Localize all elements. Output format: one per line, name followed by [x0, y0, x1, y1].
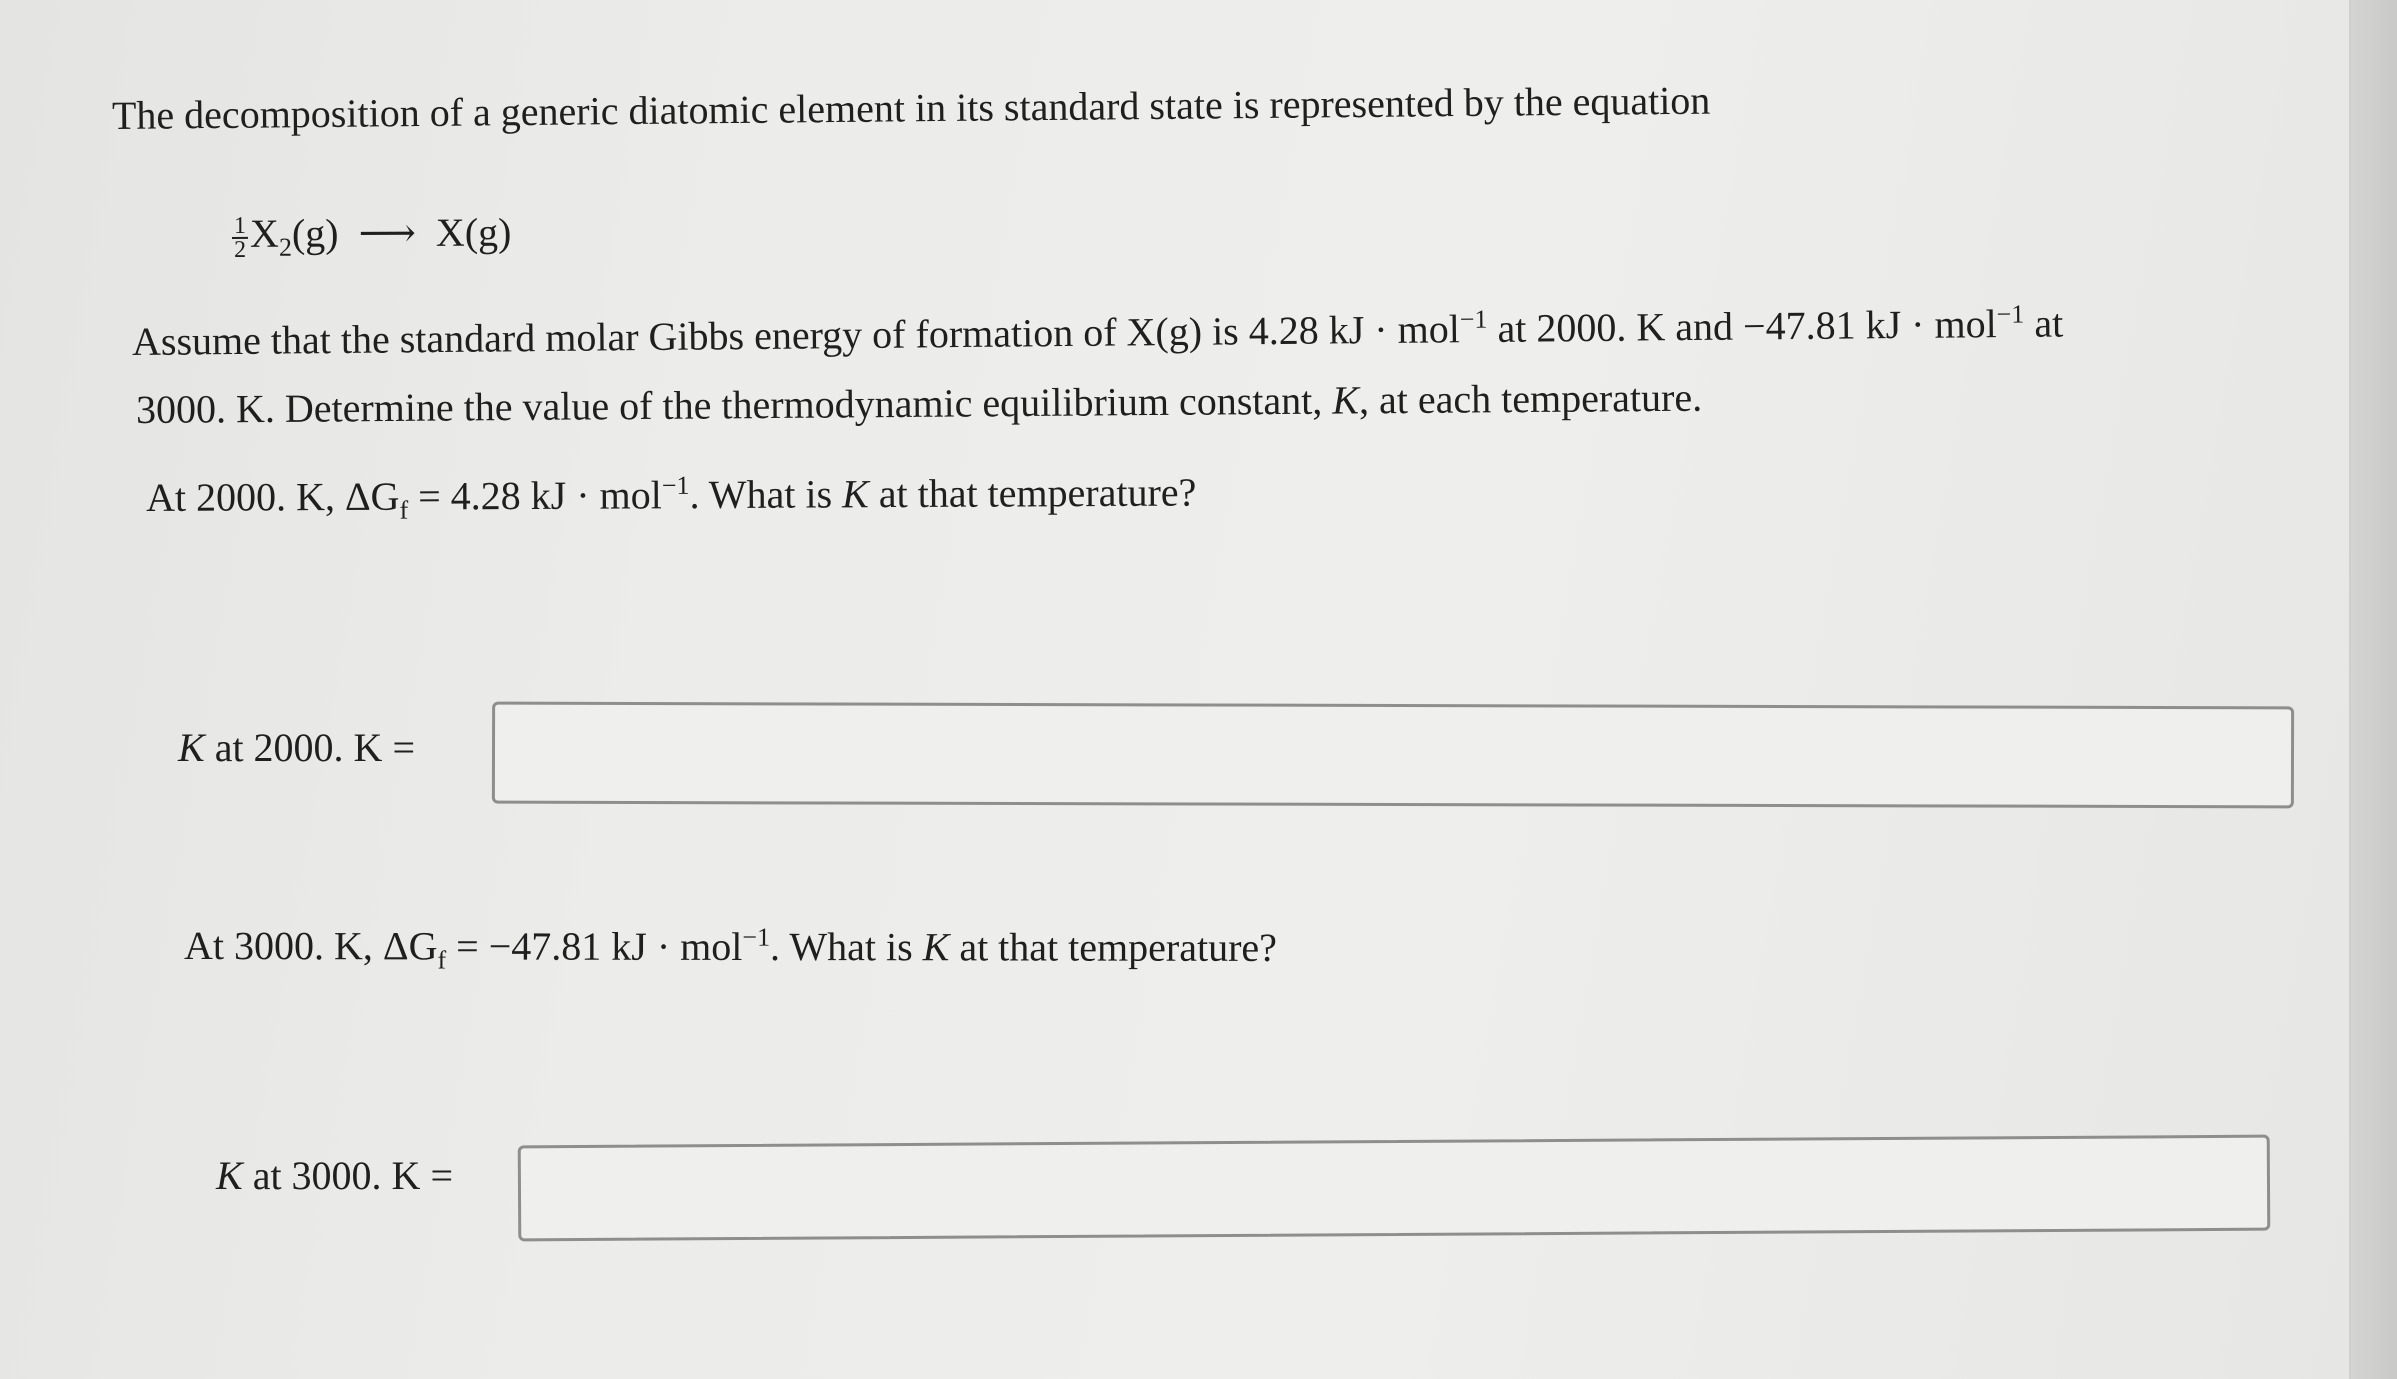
q1-exponent: −1: [661, 470, 690, 500]
k-2000-input[interactable]: [492, 702, 2294, 809]
q2-text-c: . What is: [770, 924, 923, 970]
q1-text-c: . What is: [689, 471, 843, 518]
question-3000k: [183, 922, 1277, 975]
a2-label-text: at 3000. K =: [242, 1153, 453, 1198]
reactant-state: (g): [291, 210, 339, 256]
exponent-2: −1: [1996, 299, 2025, 329]
q1-text-a: At 2000. K, ΔG: [145, 473, 400, 520]
q2-k-symbol: K: [922, 924, 950, 970]
k-3000-input[interactable]: [518, 1135, 2271, 1242]
assumption-text-b: at 2000. K and −47.81 kJ · mol: [1487, 301, 1997, 351]
q1-k-symbol: K: [841, 471, 869, 517]
q2-subscript: f: [437, 945, 447, 975]
reactant-subscript: 2: [278, 232, 293, 262]
fraction-numerator: 1: [233, 212, 247, 239]
a1-k-symbol: K: [178, 725, 205, 770]
screen-bezel-edge: [2349, 0, 2397, 1379]
q1-text-d: at that temperature?: [868, 469, 1197, 517]
intro-text: The decomposition of a generic diatomic element in its standard state is represented by the equation: [111, 77, 1711, 138]
k-symbol: K: [1332, 377, 1360, 423]
a2-k-symbol: K: [216, 1153, 243, 1198]
q2-exponent: −1: [742, 922, 771, 952]
a1-label-text: at 2000. K =: [204, 725, 415, 770]
answer-label-2000k: [178, 724, 415, 772]
answer-label-3000k: [216, 1152, 453, 1200]
assumption-text-c: at: [2024, 300, 2064, 346]
q2-text-d: at that temperature?: [949, 924, 1277, 970]
assumption-line-2: [136, 374, 1703, 434]
product: X(g): [435, 209, 512, 255]
one-half-fraction: [232, 212, 248, 263]
q2-text-b: = −47.81 kJ · mol: [446, 923, 743, 969]
assumption-line-1: [132, 299, 2064, 366]
assumption-text-a: Assume that the standard molar Gibbs energy of formation of X(g) is 4.28 kJ · mol: [131, 306, 1461, 364]
q2-text-a: At 3000. K, ΔG: [183, 923, 438, 969]
fraction-denominator: 2: [234, 236, 247, 263]
reaction-arrow: ⟶: [358, 210, 416, 256]
assumption-text-d: 3000. K. Determine the value of the thermodynamic equilibrium constant,: [135, 377, 1333, 432]
exponent-1: −1: [1459, 304, 1488, 334]
assumption-text-e: , at each temperature.: [1358, 374, 1703, 423]
question-2000k: [145, 469, 1197, 525]
decomposition-equation: [232, 209, 512, 261]
q1-subscript: f: [399, 495, 409, 525]
reactant-symbol: X: [249, 210, 279, 256]
q1-text-b: = 4.28 kJ · mol: [408, 472, 662, 519]
